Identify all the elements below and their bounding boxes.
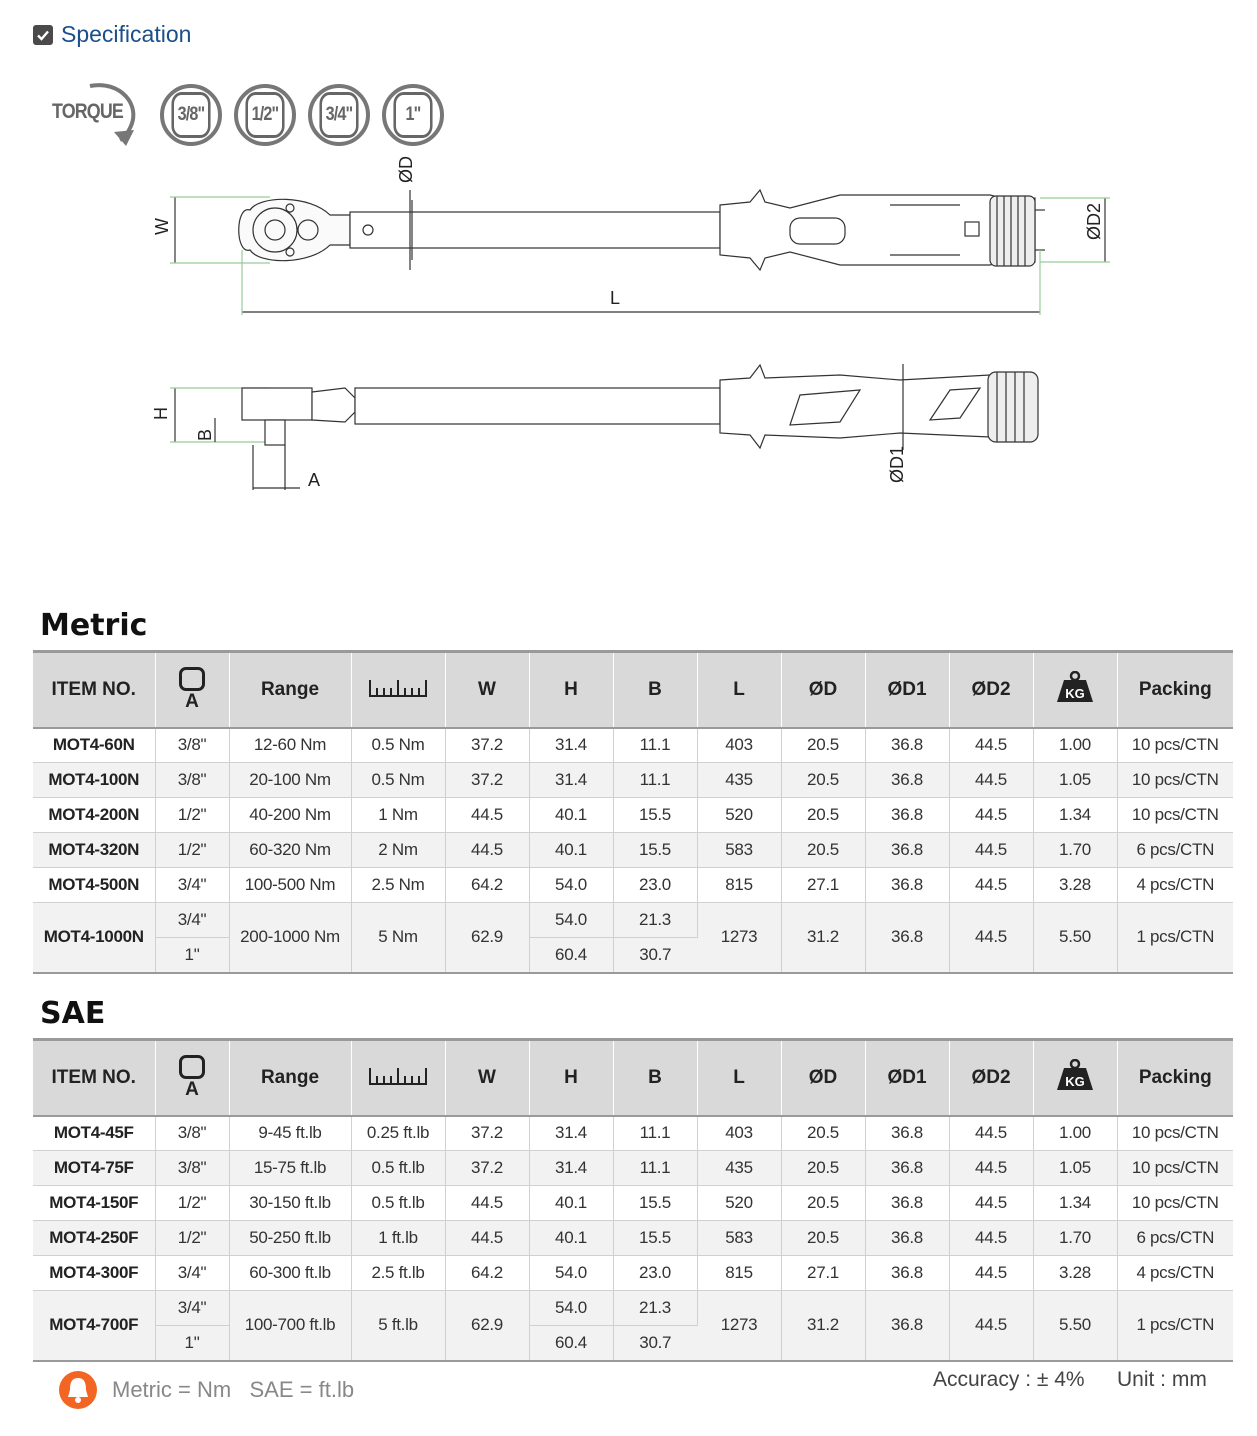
table-cell: 21.3 [613, 1291, 697, 1326]
size-badge-3-4: 3/4" [308, 84, 370, 146]
size-badge-1-2: 1/2" [234, 84, 296, 146]
table-cell: 5.50 [1033, 1291, 1117, 1361]
table-cell: 0.25 ft.lb [351, 1116, 445, 1151]
svg-text:KG: KG [1065, 1073, 1085, 1089]
table-cell: 44.5 [949, 833, 1033, 868]
table-cell: 37.2 [445, 763, 529, 798]
table-cell: 54.0 [529, 903, 613, 938]
table-cell: 20.5 [781, 833, 865, 868]
table-cell: 15.5 [613, 1221, 697, 1256]
table-cell: MOT4-75F [33, 1151, 155, 1186]
table-cell: 815 [697, 868, 781, 903]
table-cell: 64.2 [445, 868, 529, 903]
table-cell: 435 [697, 1151, 781, 1186]
svg-text:KG: KG [1065, 685, 1085, 701]
table-cell: 36.8 [865, 1116, 949, 1151]
table-cell: MOT4-45F [33, 1116, 155, 1151]
table-cell: 37.2 [445, 1116, 529, 1151]
table-cell: 520 [697, 798, 781, 833]
table-cell: 3/8" [155, 763, 229, 798]
sae-header-row [33, 1040, 1233, 1116]
table-cell: 44.5 [445, 833, 529, 868]
table-row [33, 903, 1233, 938]
table-cell: 37.2 [445, 728, 529, 763]
col-item-no: ITEM NO. [33, 1040, 155, 1116]
drawing-label-h: H [151, 407, 171, 420]
table-cell: 1.00 [1033, 728, 1117, 763]
table-cell: 11.1 [613, 763, 697, 798]
col-od: ØD [781, 652, 865, 728]
drawing-label-a: A [308, 470, 321, 490]
table-cell: MOT4-1000N [33, 903, 155, 973]
ruler-icon [367, 1064, 429, 1086]
table-cell: 21.3 [613, 903, 697, 938]
table-row [33, 868, 1233, 903]
table-cell: 20.5 [781, 1151, 865, 1186]
table-cell: 403 [697, 728, 781, 763]
table-row [33, 728, 1233, 763]
col-weight [1033, 652, 1117, 728]
col-range: Range [229, 1040, 351, 1116]
table-cell: 2 Nm [351, 833, 445, 868]
table-cell: 11.1 [613, 1116, 697, 1151]
table-cell: 44.5 [949, 763, 1033, 798]
table-cell: MOT4-150F [33, 1186, 155, 1221]
drive-square-icon [179, 1055, 205, 1079]
table-cell: 60.4 [529, 1326, 613, 1361]
table-cell: 3/4" [155, 903, 229, 938]
table-row [33, 1256, 1233, 1291]
table-cell: 1/2" [155, 798, 229, 833]
col-scale [351, 1040, 445, 1116]
table-cell: 4 pcs/CTN [1117, 868, 1233, 903]
table-cell: 20.5 [781, 798, 865, 833]
table-cell: 44.5 [445, 1186, 529, 1221]
table-cell: 15.5 [613, 798, 697, 833]
table-cell: 1 pcs/CTN [1117, 1291, 1233, 1361]
unit-legend-text: Metric = Nm SAE = ft.lb [112, 1377, 355, 1402]
table-cell: 1 ft.lb [351, 1221, 445, 1256]
table-cell: 6 pcs/CTN [1117, 1221, 1233, 1256]
col-drive: A [155, 1040, 229, 1116]
table-cell: 1.00 [1033, 1116, 1117, 1151]
table-cell: 6 pcs/CTN [1117, 833, 1233, 868]
table-cell: 0.5 Nm [351, 763, 445, 798]
table-cell: 5 Nm [351, 903, 445, 973]
table-cell: 54.0 [529, 1291, 613, 1326]
spec-header [33, 21, 191, 48]
table-cell: MOT4-250F [33, 1221, 155, 1256]
col-od: ØD [781, 1040, 865, 1116]
table-cell: 36.8 [865, 868, 949, 903]
table-cell: MOT4-100N [33, 763, 155, 798]
table-cell: 20-100 Nm [229, 763, 351, 798]
table-cell: 44.5 [445, 798, 529, 833]
table-cell: 44.5 [949, 1116, 1033, 1151]
table-cell: 1.05 [1033, 763, 1117, 798]
table-cell: 9-45 ft.lb [229, 1116, 351, 1151]
size-badge-3-8: 3/8" [160, 84, 222, 146]
metric-table [33, 650, 1233, 974]
table-cell: 36.8 [865, 833, 949, 868]
sae-table [33, 1038, 1233, 1362]
table-cell: 1.05 [1033, 1151, 1117, 1186]
table-cell: 10 pcs/CTN [1117, 763, 1233, 798]
table-cell: 40.1 [529, 1186, 613, 1221]
table-cell: 100-500 Nm [229, 868, 351, 903]
col-l: L [697, 1040, 781, 1116]
table-cell: 1" [155, 1326, 229, 1361]
col-od1: ØD1 [865, 1040, 949, 1116]
spec-title[interactable]: Specification [61, 21, 192, 47]
table-cell: 37.2 [445, 1151, 529, 1186]
table-cell: 3/8" [155, 1151, 229, 1186]
table-cell: 3/4" [155, 868, 229, 903]
table-cell: 10 pcs/CTN [1117, 798, 1233, 833]
bell-icon [58, 1370, 98, 1410]
table-cell: 31.4 [529, 763, 613, 798]
unit-label: Unit : mm [1117, 1368, 1207, 1391]
wrench-technical-drawing [140, 150, 1130, 510]
table-cell: 40-200 Nm [229, 798, 351, 833]
table-cell: 11.1 [613, 1151, 697, 1186]
table-cell: 10 pcs/CTN [1117, 1186, 1233, 1221]
table-cell: 40.1 [529, 833, 613, 868]
sae-title: SAE [40, 996, 106, 1031]
table-cell: 1273 [697, 1291, 781, 1361]
table-row [33, 833, 1233, 868]
table-cell: 36.8 [865, 1256, 949, 1291]
table-cell: 583 [697, 833, 781, 868]
table-cell: 10 pcs/CTN [1117, 728, 1233, 763]
table-cell: 36.8 [865, 728, 949, 763]
metric-header-row [33, 652, 1233, 728]
table-cell: MOT4-320N [33, 833, 155, 868]
table-cell: 60-320 Nm [229, 833, 351, 868]
table-cell: 20.5 [781, 1116, 865, 1151]
table-cell: 1/2" [155, 1221, 229, 1256]
table-cell: 1" [155, 938, 229, 973]
table-cell: 5 ft.lb [351, 1291, 445, 1361]
table-cell: 44.5 [949, 1186, 1033, 1221]
col-od1: ØD1 [865, 652, 949, 728]
table-cell: 1.70 [1033, 1221, 1117, 1256]
table-cell: MOT4-500N [33, 868, 155, 903]
table-cell: 23.0 [613, 868, 697, 903]
table-row [33, 1151, 1233, 1186]
kg-weight-icon [1056, 1059, 1094, 1091]
table-row [33, 1291, 1233, 1326]
drive-size-badges [50, 80, 456, 150]
col-od2: ØD2 [949, 652, 1033, 728]
col-od2: ØD2 [949, 1040, 1033, 1116]
table-cell: 44.5 [445, 1221, 529, 1256]
table-cell: 36.8 [865, 1291, 949, 1361]
table-row [33, 1116, 1233, 1151]
table-cell: 36.8 [865, 1221, 949, 1256]
accuracy-label: Accuracy : ± 4% [933, 1368, 1085, 1391]
table-cell: 200-1000 Nm [229, 903, 351, 973]
table-cell: 3/8" [155, 728, 229, 763]
table-cell: 44.5 [949, 1151, 1033, 1186]
table-cell: 1/2" [155, 1186, 229, 1221]
table-cell: 815 [697, 1256, 781, 1291]
table-cell: 44.5 [949, 798, 1033, 833]
table-cell: 40.1 [529, 1221, 613, 1256]
col-h: H [529, 1040, 613, 1116]
table-cell: 27.1 [781, 1256, 865, 1291]
table-cell: 11.1 [613, 728, 697, 763]
drawing-label-l: L [610, 288, 621, 308]
torque-badge [50, 80, 160, 150]
table-cell: MOT4-60N [33, 728, 155, 763]
table-cell: 1.34 [1033, 798, 1117, 833]
table-cell: 15-75 ft.lb [229, 1151, 351, 1186]
table-cell: 0.5 ft.lb [351, 1186, 445, 1221]
col-h: H [529, 652, 613, 728]
col-packing: Packing [1117, 1040, 1233, 1116]
table-cell: 30.7 [613, 938, 697, 973]
size-badge-1: 1" [382, 84, 444, 146]
table-cell: 3/8" [155, 1116, 229, 1151]
table-cell: 23.0 [613, 1256, 697, 1291]
drawing-label-od1: ØD1 [887, 445, 907, 483]
table-cell: 520 [697, 1186, 781, 1221]
table-cell: 36.8 [865, 798, 949, 833]
table-cell: 100-700 ft.lb [229, 1291, 351, 1361]
table-cell: 1/2" [155, 833, 229, 868]
table-cell: 15.5 [613, 833, 697, 868]
metric-title: Metric [40, 608, 148, 643]
table-cell: 36.8 [865, 1151, 949, 1186]
table-cell: 0.5 Nm [351, 728, 445, 763]
col-weight [1033, 1040, 1117, 1116]
table-cell: 44.5 [949, 868, 1033, 903]
torque-label: TORQUE [52, 100, 123, 123]
table-cell: 62.9 [445, 1291, 529, 1361]
table-row [33, 1221, 1233, 1256]
table-cell: 64.2 [445, 1256, 529, 1291]
table-cell: 31.2 [781, 1291, 865, 1361]
table-cell: 36.8 [865, 763, 949, 798]
table-cell: 3.28 [1033, 868, 1117, 903]
table-cell: MOT4-700F [33, 1291, 155, 1361]
table-cell: 3.28 [1033, 1256, 1117, 1291]
table-cell: 36.8 [865, 1186, 949, 1221]
table-cell: 4 pcs/CTN [1117, 1256, 1233, 1291]
table-cell: 10 pcs/CTN [1117, 1116, 1233, 1151]
col-l: L [697, 652, 781, 728]
table-cell: 403 [697, 1116, 781, 1151]
kg-weight-icon [1056, 671, 1094, 703]
table-cell: 31.4 [529, 728, 613, 763]
col-drive: A [155, 652, 229, 728]
table-cell: 31.4 [529, 1116, 613, 1151]
table-cell: 10 pcs/CTN [1117, 1151, 1233, 1186]
table-cell: 1.34 [1033, 1186, 1117, 1221]
table-cell: 12-60 Nm [229, 728, 351, 763]
drawing-label-od: ØD [396, 156, 416, 183]
table-cell: 54.0 [529, 1256, 613, 1291]
drawing-label-b: B [195, 428, 215, 441]
table-cell: 44.5 [949, 1256, 1033, 1291]
table-cell: 15.5 [613, 1186, 697, 1221]
col-item-no: ITEM NO. [33, 652, 155, 728]
table-cell: 20.5 [781, 1186, 865, 1221]
table-cell: 30.7 [613, 1326, 697, 1361]
table-cell: 44.5 [949, 903, 1033, 973]
table-row [33, 798, 1233, 833]
table-cell: 44.5 [949, 1291, 1033, 1361]
table-cell: 54.0 [529, 868, 613, 903]
table-cell: MOT4-300F [33, 1256, 155, 1291]
col-w: W [445, 1040, 529, 1116]
table-cell: 0.5 ft.lb [351, 1151, 445, 1186]
table-cell: 20.5 [781, 728, 865, 763]
table-cell: MOT4-200N [33, 798, 155, 833]
col-w: W [445, 652, 529, 728]
table-cell: 2.5 Nm [351, 868, 445, 903]
drive-square-icon [179, 667, 205, 691]
table-cell: 1.70 [1033, 833, 1117, 868]
table-cell: 3/4" [155, 1291, 229, 1326]
table-cell: 5.50 [1033, 903, 1117, 973]
col-packing: Packing [1117, 652, 1233, 728]
table-cell: 1 pcs/CTN [1117, 903, 1233, 973]
table-cell: 36.8 [865, 903, 949, 973]
table-cell: 31.4 [529, 1151, 613, 1186]
table-cell: 44.5 [949, 728, 1033, 763]
table-cell: 27.1 [781, 868, 865, 903]
table-cell: 60-300 ft.lb [229, 1256, 351, 1291]
table-cell: 44.5 [949, 1221, 1033, 1256]
unit-legend [58, 1370, 354, 1410]
table-row [33, 1186, 1233, 1221]
drawing-label-od2: ØD2 [1084, 202, 1104, 240]
table-row [33, 763, 1233, 798]
table-cell: 1 Nm [351, 798, 445, 833]
table-cell: 62.9 [445, 903, 529, 973]
table-cell: 30-150 ft.lb [229, 1186, 351, 1221]
col-range: Range [229, 652, 351, 728]
drawing-label-w: W [152, 218, 172, 235]
col-b: B [613, 652, 697, 728]
table-cell: 2.5 ft.lb [351, 1256, 445, 1291]
table-cell: 20.5 [781, 763, 865, 798]
col-b: B [613, 1040, 697, 1116]
table-cell: 31.2 [781, 903, 865, 973]
col-scale [351, 652, 445, 728]
table-cell: 20.5 [781, 1221, 865, 1256]
table-cell: 3/4" [155, 1256, 229, 1291]
table-cell: 60.4 [529, 938, 613, 973]
table-cell: 50-250 ft.lb [229, 1221, 351, 1256]
checkbox-icon[interactable] [33, 25, 53, 45]
table-cell: 435 [697, 763, 781, 798]
ruler-icon [367, 676, 429, 698]
table-cell: 583 [697, 1221, 781, 1256]
table-cell: 1273 [697, 903, 781, 973]
table-cell: 40.1 [529, 798, 613, 833]
